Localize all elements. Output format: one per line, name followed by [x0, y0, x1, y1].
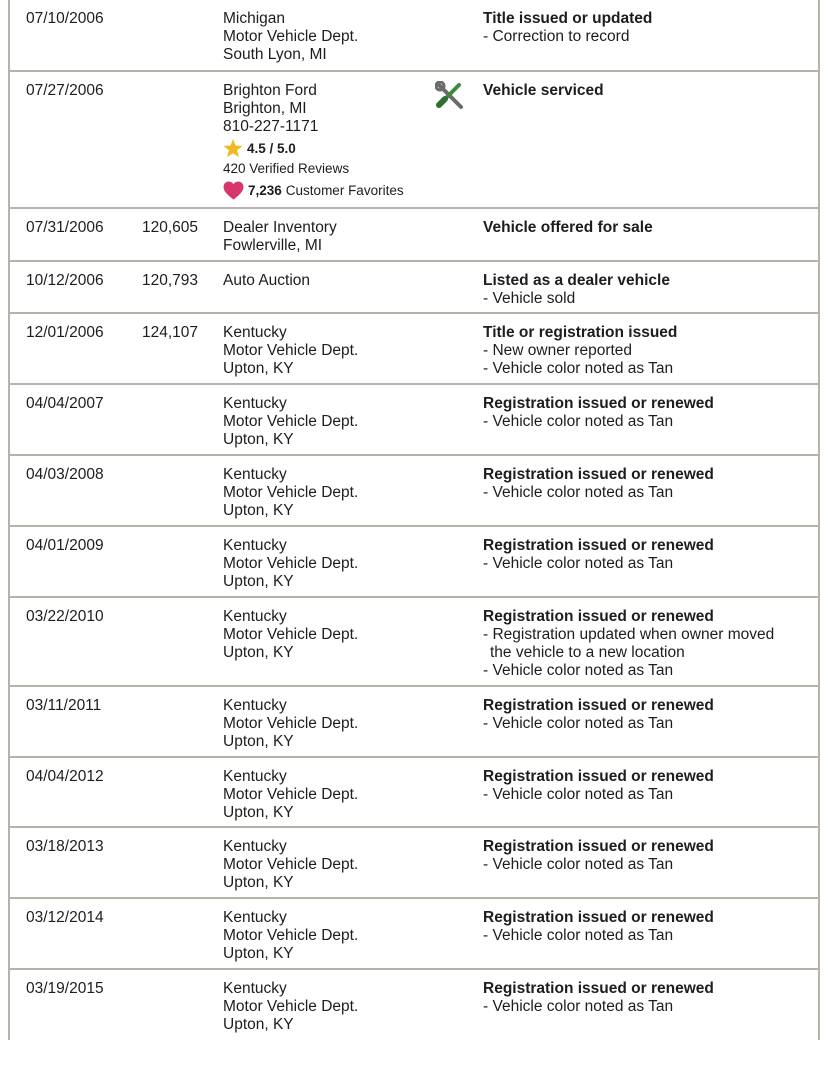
record-source: [223, 272, 433, 290]
record-odometer: 124,107: [142, 324, 199, 341]
record-source: [223, 537, 433, 591]
source-line: Kentucky: [223, 608, 287, 625]
record-details: [483, 980, 813, 1016]
record-date: 10/12/2006: [26, 272, 104, 289]
source-line: Michigan: [223, 10, 286, 27]
source-line: Kentucky: [223, 980, 287, 997]
record-note: - Vehicle color noted as Tan: [483, 360, 674, 377]
source-line: Upton, KY: [223, 502, 294, 519]
source-line: Upton, KY: [223, 573, 294, 590]
record-date: 07/10/2006: [26, 10, 104, 27]
source-line: Kentucky: [223, 537, 287, 554]
record-source: [223, 980, 433, 1034]
verified-reviews-link[interactable]: 420 Verified Reviews: [223, 161, 350, 176]
record-note: - Vehicle color noted as Tan: [483, 662, 674, 679]
vehicle-history-table: [10, 0, 820, 1042]
record-title: Vehicle offered for sale: [483, 219, 653, 236]
record-source: [223, 10, 433, 64]
record-details: [483, 324, 813, 378]
history-row: [10, 385, 820, 456]
source-line: Kentucky: [223, 697, 287, 714]
history-row: [10, 828, 820, 899]
record-details: [483, 395, 813, 431]
source-line: Upton, KY: [223, 431, 294, 448]
record-source: [223, 219, 433, 255]
star-icon: [223, 139, 243, 158]
record-title: Listed as a dealer vehicle: [483, 272, 670, 289]
rating-value: 4.5 / 5.0: [247, 140, 296, 156]
source-line: Kentucky: [223, 838, 287, 855]
record-title: Registration issued or renewed: [483, 466, 714, 483]
history-row: [10, 209, 820, 262]
history-row: [10, 527, 820, 598]
record-note: - Vehicle color noted as Tan: [483, 998, 674, 1015]
record-date: 04/04/2007: [26, 395, 104, 412]
record-date: 04/01/2009: [26, 537, 104, 554]
favorites-label: Customer Favorites: [285, 182, 404, 198]
source-line: Motor Vehicle Dept.: [223, 715, 359, 732]
record-details: [483, 608, 813, 680]
record-title: Registration issued or renewed: [483, 395, 714, 412]
source-line: Motor Vehicle Dept.: [223, 626, 359, 643]
record-date: 03/11/2011: [26, 697, 102, 714]
record-note: - Vehicle color noted as Tan: [483, 927, 674, 944]
record-date: 07/27/2006: [26, 82, 104, 99]
page-bottom-margin: [0, 1040, 828, 1072]
record-details: [483, 909, 813, 945]
record-note: - New owner reported: [483, 342, 633, 359]
history-row: [10, 899, 820, 970]
history-row: [10, 970, 820, 1042]
source-line: Upton, KY: [223, 945, 294, 962]
source-line: Dealer Inventory: [223, 219, 337, 236]
source-line: Motor Vehicle Dept.: [223, 484, 359, 501]
record-source: [223, 608, 433, 662]
source-line: Upton, KY: [223, 874, 294, 891]
customer-favorites: [223, 181, 433, 200]
record-source: [223, 466, 433, 520]
history-row: [10, 0, 820, 72]
record-date: 03/22/2010: [26, 608, 104, 625]
record-date: 07/31/2006: [26, 219, 104, 236]
record-date: 04/04/2012: [26, 768, 104, 785]
record-title: Registration issued or renewed: [483, 838, 714, 855]
source-line: Motor Vehicle Dept.: [223, 28, 359, 45]
source-line: South Lyon, MI: [223, 46, 327, 63]
record-title: Title or registration issued: [483, 324, 678, 341]
record-note: - Vehicle color noted as Tan: [483, 555, 674, 572]
source-line: Upton, KY: [223, 1016, 294, 1033]
record-details: [483, 768, 813, 804]
record-source: [223, 909, 433, 963]
source-line: Upton, KY: [223, 804, 294, 821]
record-title: Registration issued or renewed: [483, 909, 714, 926]
record-title: Registration issued or renewed: [483, 980, 714, 997]
record-details: [483, 466, 813, 502]
source-line: Upton, KY: [223, 360, 294, 377]
history-row: [10, 598, 820, 687]
record-date: 03/12/2014: [26, 909, 104, 926]
record-details: [483, 10, 813, 46]
record-details: [483, 272, 813, 308]
record-details: [483, 537, 813, 573]
record-source: [223, 768, 433, 822]
record-date: 03/19/2015: [26, 980, 104, 997]
record-title: Title issued or updated: [483, 10, 653, 27]
record-details: [483, 697, 813, 733]
history-row: [10, 687, 820, 758]
record-source: [223, 324, 433, 378]
record-title: Registration issued or renewed: [483, 697, 714, 714]
history-row: [10, 314, 820, 385]
history-row: [10, 758, 820, 828]
record-source: [223, 838, 433, 892]
record-note: - Vehicle sold: [483, 290, 576, 307]
source-line: Kentucky: [223, 466, 287, 483]
source-line: Motor Vehicle Dept.: [223, 786, 359, 803]
source-line: Kentucky: [223, 324, 287, 341]
record-note: - Vehicle color noted as Tan: [483, 786, 674, 803]
record-date: 03/18/2013: [26, 838, 104, 855]
source-line: Kentucky: [223, 909, 287, 926]
source-line: Motor Vehicle Dept.: [223, 856, 359, 873]
source-line: Brighton, MI: [223, 100, 307, 117]
source-line: Motor Vehicle Dept.: [223, 998, 359, 1015]
source-line: Kentucky: [223, 768, 287, 785]
record-source: [223, 395, 433, 449]
favorites-count: 7,236: [248, 182, 282, 198]
dealer-rating: [223, 139, 433, 158]
source-line: Upton, KY: [223, 644, 294, 661]
record-note: - Vehicle color noted as Tan: [483, 856, 674, 873]
record-note: the vehicle to a new location: [490, 644, 685, 661]
record-date: 04/03/2008: [26, 466, 104, 483]
dealer-phone[interactable]: 810-227-1171: [223, 118, 319, 135]
source-line: Kentucky: [223, 395, 287, 412]
record-title: Registration issued or renewed: [483, 537, 714, 554]
record-note: - Vehicle color noted as Tan: [483, 484, 674, 501]
history-row: [10, 262, 820, 314]
record-details: [483, 219, 813, 237]
source-line: Motor Vehicle Dept.: [223, 413, 359, 430]
source-line: Auto Auction: [223, 272, 311, 289]
heart-icon: [223, 181, 244, 200]
record-source: [223, 697, 433, 751]
history-row: [10, 72, 820, 209]
source-line: Upton, KY: [223, 733, 294, 750]
record-details: [483, 82, 813, 100]
source-line: Motor Vehicle Dept.: [223, 342, 359, 359]
history-row: [10, 456, 820, 527]
source-line: Motor Vehicle Dept.: [223, 555, 359, 572]
record-details: [483, 838, 813, 874]
record-title: Registration issued or renewed: [483, 608, 714, 625]
record-note: - Registration updated when owner moved: [483, 626, 775, 643]
record-note: - Vehicle color noted as Tan: [483, 413, 674, 430]
record-title: Registration issued or renewed: [483, 768, 714, 785]
record-odometer: 120,605: [142, 219, 199, 236]
source-line: Motor Vehicle Dept.: [223, 927, 359, 944]
record-title: Vehicle serviced: [483, 82, 604, 99]
record-date: 12/01/2006: [26, 324, 104, 341]
record-odometer: 120,793: [142, 272, 199, 289]
wrench-screwdriver-icon: [435, 81, 465, 111]
source-line: Fowlerville, MI: [223, 237, 323, 254]
record-source: [223, 82, 433, 200]
record-note: - Vehicle color noted as Tan: [483, 715, 674, 732]
record-note: - Correction to record: [483, 28, 630, 45]
dealer-name-link[interactable]: Brighton Ford: [223, 82, 317, 99]
